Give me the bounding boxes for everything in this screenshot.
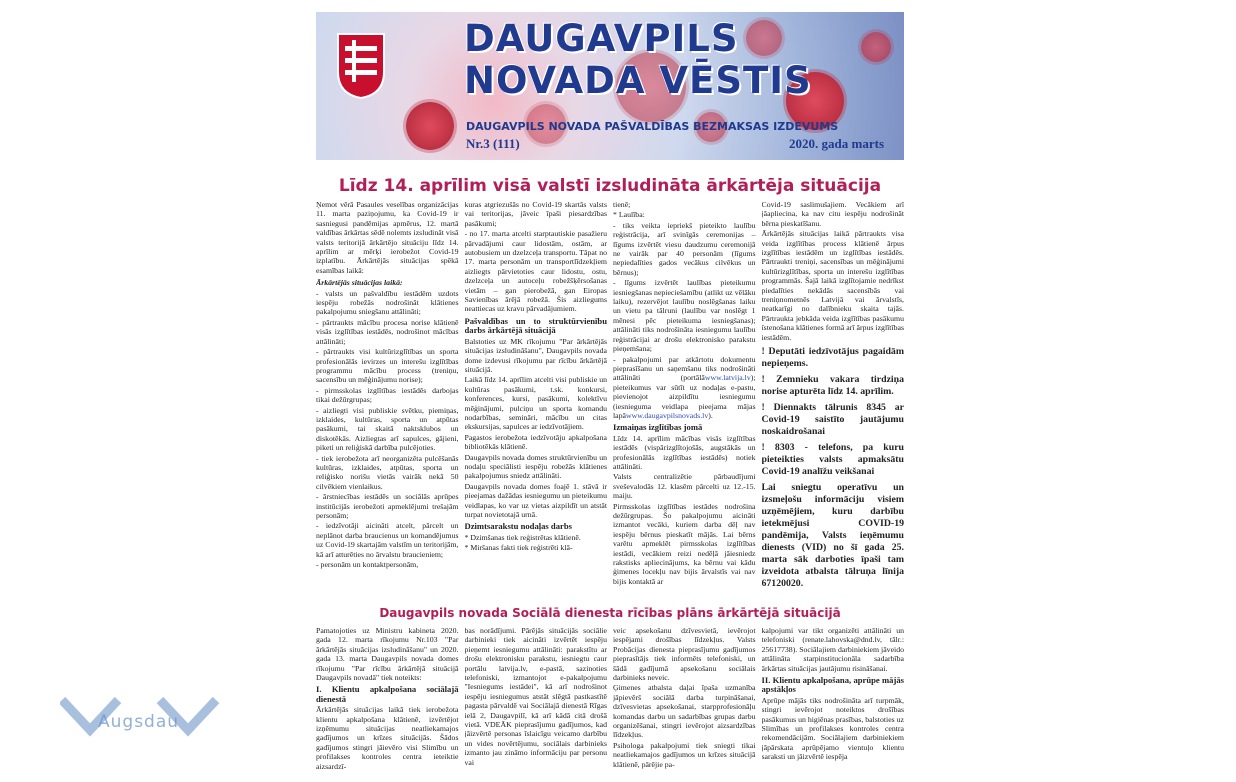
article2-headline: Daugavpils novada Sociālā dienesta rīcības plāns ārkārtējā situācijā (379, 606, 841, 620)
paragraph-span: I. Klientu apkalpošana sociālajā dienestā (316, 684, 459, 704)
article2-column (613, 626, 756, 782)
paragraph-text (316, 521, 459, 559)
masthead-title-line1: DAUGAVPILS (464, 17, 739, 60)
article1-headline: Līdz 14. aprīlim visā valstī izsludināta ārkārtēja situācija (338, 176, 882, 196)
paragraph-text (316, 626, 459, 682)
article-link[interactable]: www.latvija.lv (704, 373, 751, 383)
paragraph-span: - tiks veikta iepriekš pieteikto laulību reģistrācija, arī svinīgās ceremonijas – līgums izvērtēt viesu daudzumu ceremonijā ne vairāk par 40 personām (līgums nepiedalīties gados vecākus cilvēkus un bērnus); (613, 220, 756, 277)
paragraph-span: - līgums izvērtēt laulības pieteikumu iesniegšanas nepieciešamību (atlikt uz vēlāku laiku), rezervējot laulību noslēgšanas laiku un vietu pa tālruni (laulību var noslēgt 1 mēnesi pēc pieteikuma iesniegšanas); attālināti tiks nodrošināta iesniegumu laulību reģistrācijai ar drošu elektronisko parakstu pieņemšana; (613, 278, 756, 354)
paragraph-span: Psihologa pakalpojumi tiek sniegti tikai neatliekamajos gadījumos un krīzes situācijā klātienē, pārējie pa- (613, 740, 756, 769)
masthead-banner (316, 12, 904, 160)
paragraph-span: II. Klientu apkalpošana, aprūpe mājās apstākļos (761, 675, 904, 695)
paragraph-span: Valsts centralizētie pārbaudījumi sveševalodās 12. klasēm pārcelti uz 12.-15. maiju. (613, 472, 756, 501)
paragraph-text (316, 200, 459, 275)
paragraph-span: Daugavpils novada domes foajē 1. stāvā ir pieejamas dažādas iesniegumu un pieteikumu veidlapas, ko var uz vietas aizpildīt un atstāt turpat novietotajā urnā. (464, 481, 607, 519)
paragraph-text (613, 434, 756, 472)
paragraph-text: ); pieteikumus var sūtīt uz nodaļas e-pastu, pievienojot aizpildītu iesniegumu (iesnieguma veidlapa pieejama mājas lapā (613, 373, 756, 420)
paragraph-text (316, 454, 459, 492)
paragraph-span: bas norādījumi. Pārējās situācijās sociālie darbinieki tiek aicināti izvērtēt iespēju pieņemt iesniegumu attālināti: parakstītu ar drošu elektronisku parakstu, iesniegtu caur portālu latvija.lv, e-pastā, sazinoties telefoniski, izmantojot e-pakalpojumu "Iesniegums iestādei", kā arī nodrošinot iespēju iesniegumus atstāt slēgtā pastkastītē pagasta pārvaldē vai Sociālajā dienestā Rīgas ielā 2, Daugavpilī, kā arī kādā citā drošā vietā. VDEĀK pieprasījumu gadījumos, kad jāizvērtē personas īslaicīgu veicamo darbību un vides novērtējumu, sociālais darbinieks izmanto jau zināmo informāciju par personu vai (464, 626, 607, 767)
article1-column (613, 200, 756, 590)
paragraph-span: ! Diennakts tālrunis 8345 ar Covid-19 saistīto jautājumu noskaidrošanai (761, 402, 904, 438)
section-heading (465, 317, 608, 336)
paragraph-text (316, 318, 459, 346)
paragraph-span: Lai sniegtu operatīvu un izsmeļošu informāciju visiem uzņēmējiem, kuru darbību ietekmējusi COVID-19 pandēmija, Valsts ieņēmumu dienests (VID) no šī gada 25. marta sāk darboties īpaši tam izveidota atbalsta tālruņa līnija 67120020. (761, 482, 904, 590)
paragraph-text (316, 560, 459, 569)
paragraph-span: - pakalpojumi par atkārtotu dokumentu pieprasīšanu un saņemšanu tiks nodrošināti attālināti (portālā (613, 354, 756, 383)
paragraph-text (465, 533, 608, 542)
paragraph-span: Ņemot vērā Pasaules veselības organizācijas 11. marta paziņojumu, ka Covid-19 ir sasniegusi pandēmijas apmērus, 12. martā valdības ārkārtas sēdē nolemts izsludināt visā valsts teritorijā ārkārtējo situāciju līdz 14. aprīlim ar mērķi ierobežot Covid-19 izplatību. Ārkārtējās situācijas spēkā esamības laikā: (316, 200, 459, 275)
paragraph-span: Izmaiņas izglītības jomā (613, 422, 703, 433)
article1-body (316, 200, 904, 590)
paragraph-text (465, 626, 608, 767)
paragraph-span: kalpojumi var tikt organizēti attālināti un telefoniski (renate.lahovska@dnd.lv, tālr.: 25617738). Sociālajiem darbiniekiem jāveido attālināta starpinstitucionāla sadarbība ārkārtas situācijas jautājumu risināšanai. (761, 626, 904, 673)
paragraph-text (465, 453, 608, 481)
paragraph-text (613, 210, 756, 219)
masthead-title-line2: NOVADA VĒSTIS (464, 59, 812, 102)
section-heading (465, 522, 608, 531)
paragraph-span: ! Deputāti iedzīvotājus pagaidām nepieņems. (761, 346, 904, 370)
paragraph-text (762, 229, 905, 342)
article1-column (762, 200, 905, 590)
paragraph-text (465, 229, 608, 314)
masthead-subtitle: DAUGAVPILS NOVADA PAŠVALDĪBAS BEZMAKSAS IZDEVUMS (466, 120, 839, 133)
paragraph-text (762, 696, 905, 762)
paragraph-text: ). (708, 410, 713, 420)
paragraph-text (613, 221, 756, 277)
coat-of-arms-icon (336, 32, 386, 100)
paragraph-span: - valsts un pašvaldību iestādēm uzdots iespēju robežās nodrošināt klātienes pakalpojumu sniegšanu attālināti; (316, 288, 459, 317)
paragraph-span: Ģimenes atbalsta daļai īpaša uzmanība jāpievērš sociālā darba turpināšanai, dzīvesvietas apsekošanai, starpprofesionāļu komandas darbu un sadarbības grupas darbu organizēšanai, stingri ievērojot aizsardzības līdzekļus. (613, 683, 756, 740)
paragraph-text (316, 347, 459, 385)
paragraph-text (613, 200, 756, 209)
paragraph-text (316, 705, 459, 771)
article-link[interactable]: www.daugavpilsnovads.lv (626, 410, 709, 420)
notice-text (762, 482, 905, 590)
paragraph-text (613, 683, 756, 739)
paragraph-span: * Miršanas fakti tiek reģistrēti klā- (464, 543, 573, 553)
notice-text (762, 442, 905, 478)
paragraph-text (613, 472, 756, 500)
paragraph-text (316, 406, 459, 453)
article2-body (316, 626, 904, 782)
paragraph-span: ! Zemnieku vakara tirdziņa norise apturēta līdz 14. aprīlim. (761, 374, 904, 398)
paragraph-span: Daugavpils novada domes struktūrvienību un nodaļu speciālisti iespēju robežās klātienes pakalpojumus sniedz attālināti. (464, 452, 607, 481)
paragraph-span: Ārkārtējās situācijas laikā pārtraukts visa veida izglītības process klātienē ārpus izglītības iestādēm un izglītības iestādēs. Pārtraukti treniņi, sacensības un mēģinājumi kultūrizglītības, sporta un interešu izglītības programmās. Šajā laikā izglītojamie nedrīkst piedalīties nekādās sacensībās vai treniņnometnēs Latvijā vai ārvalstīs, neatkarīgi no dalībnieku skaita tajās. Pārtraukta jebkāda veida izglītības pasākumu īstenošana klātienes formā arī ārpus izglītības iestādēm. (761, 229, 904, 342)
paragraph-span: - no 17. marta atcelti starptautiskie pasažieru pārvadājumi caur lidostām, ostām, ar autobusiem un dzelzceļa transportu. Tāpat no 17. marta personām un transportlīdzekļiem aizliegts pārvietoties caur lidostu, ostu, dzelzceļa un autoceļu robežšķērsošanas vietām – gan pierobežā, gan Eiropas Savienības ārējā robežā. Šis aizliegums neattiecas uz kravu pārvadājumiem. (464, 229, 607, 314)
paragraph-span: Pašvaldības un to struktūrvienību darbs ārkārtējā situācijā (464, 315, 607, 336)
paragraph-text (465, 375, 608, 431)
paragraph-text (613, 278, 756, 353)
section-heading (613, 423, 756, 432)
paragraph-text (465, 543, 608, 552)
paragraph-span: - iedzīvotāji aicināti atcelt, pārcelt un neplānot darba braucienus un komandējumus uz Covid-19 skartajām valstīm un teritorijām, kā arī atturēties no ārvalstu braucieniem; (316, 521, 459, 559)
article2-column (465, 626, 608, 782)
paragraph-text (613, 502, 756, 587)
paragraph-text (762, 200, 905, 228)
paragraph-span: Ārkārtējās situācijas laikā tiek ierobežota klientu apkalpošana klātienē, izvērtējot izņēmumu situācijas neatliekamajos gadījumos un krīzes situācijās. Šādos gadījumos stingri jāievēro visi Slimību un profilakses kontroles centra ieteiktie aizsardzī- (316, 705, 459, 771)
watermark-text: Augsdau (98, 712, 180, 732)
article2-column (316, 626, 459, 782)
paragraph-span: veic apsekošanu dzīvesvietā, ievērojot iespējami drošības līdzekļus. Valsts Probācijas dienesta pieprasījumu gadījumos pieprasītājs tiek informēts telefoniski, un šādā gadījumā apsekošanu sociālais darbinieks neveic. (613, 626, 756, 683)
paragraph-span: - pirmsskolas izglītības iestādēs darbojas tikai dežūrgrupas; (316, 385, 459, 405)
paragraph-text (465, 337, 608, 375)
paragraph-text (316, 386, 459, 405)
section-subheading (316, 278, 459, 287)
paragraph-text (613, 355, 756, 421)
paragraph-span: * Laulība: (613, 210, 645, 220)
notice-text (762, 346, 905, 370)
paragraph-span: - ārstniecības iestādēs un sociālās aprūpes institūcijās ierobežoti apmeklējumi trešajām personām; (316, 492, 459, 520)
masthead-title (464, 18, 812, 102)
paragraph-span: kuras atgriezušās no Covid-19 skartās valsts vai teritorijas, jāveic īpaši piesardzības pasākumi; (464, 200, 607, 228)
paragraph-text (316, 492, 459, 520)
paragraph-span: Aprūpe mājās tiks nodrošināta arī turpmāk, stingri ievērojot noteiktos drošības pasākumus un higiēnas prasības, balstoties uz Slimības un profilakses kontroles centra rekomendācijām. Sociālajiem darbiniekiem jāpārskata aprūpējamo vientuļo klientu saraksti un jāizvērtē iespēja (761, 695, 904, 762)
paragraph-span: - pārtraukts visi kultūrizglītības un sporta profesionālās ievirzes un interešu izglītības programmu mācību process (treniņu, sacensību un mēģinājumu norise); (316, 347, 459, 385)
article2-column (762, 626, 905, 782)
paragraph-span: Līdz 14. aprīlim mācības visās izglītības iestādēs (vispārizglītojošās, augstākās un profesionālās izglītības iestādēs) notiek attālināti. (613, 433, 756, 471)
paragraph-text (316, 289, 459, 317)
paragraph-text (613, 741, 756, 769)
paragraph-span: - personām un kontaktpersonām, (316, 560, 419, 570)
paragraph-span: tienē; (613, 200, 631, 209)
notice-text (762, 374, 905, 398)
issue-number: Nr.3 (111) (466, 136, 520, 151)
paragraph-text (465, 433, 608, 452)
newspaper-page (316, 8, 908, 782)
paragraph-span: Pamatojoties uz Ministru kabineta 2020. gada 12. marta rīkojumu Nr.103 "Par ārkārtējās situācijas izsludināšanu" un 2020. gada 13. marta Daugavpils novada domes rīkojumu "Par rīcību ārkārtējā situācijā Daugavpils novadā" tiek noteikts: (316, 626, 459, 683)
paragraph-span: - tiek ierobežota arī neorganizēta pulcēšanās kultūras, izklaides, atpūtas, sporta un reliģisko norišu vietās vairāk nekā 50 cilvēkiem vienlaikus. (316, 453, 459, 491)
paragraph-span: Balstoties uz MK rīkojumu "Par ārkārtējās situācijas izsludināšanu", Daugavpils novada dome izdevusi rīkojumu par rīcību ārkārtējā situācijā. (464, 336, 607, 374)
paragraph-text (465, 200, 608, 228)
paragraph-span: * Dzimšanas tiek reģistrētas klātienē. (464, 532, 581, 542)
paragraph-span: Covid-19 saslimušajiem. Vecākiem arī jāapliecina, ka nav citu iespēju nodrošināt bērna pieskatīšanu. (761, 200, 904, 228)
issue-date: 2020. gada marts (789, 136, 884, 151)
paragraph-text (465, 482, 608, 520)
paragraph-text (613, 626, 756, 682)
paragraph-span: - pārtraukts mācību procesa norise klātienē visās izglītības iestādēs, nodrošinot mācības attālināti; (316, 317, 459, 346)
paragraph-span: - aizliegti visi publiskie svētku, piemiņas, izklaides, kultūras, sporta un atpūtas pasākumi, tai skaitā naktsklubos un diskotēkās. Aizliegtas arī sapulces, gājieni, piketi un reliģiskā darbība pulcējoties. (316, 405, 459, 453)
paragraph-text (762, 626, 905, 673)
paragraph-span: Ārkārtējās situācijas laikā: (316, 278, 403, 288)
article1-column (316, 200, 459, 590)
article1-column (465, 200, 608, 590)
section-heading (762, 676, 905, 695)
paragraph-span: ! 8303 - telefons, pa kuru pieteikties valsts apmaksātu Covid-19 analīžu veikšanai (761, 442, 904, 478)
paragraph-span: Laikā līdz 14. aprīlim atcelti visi publiskie un kultūras pasākumi, t.sk. konkursi, konferences, kursi, pasākumi, kolektīvu mēģinājumi, pulciņu un sporta komandu nodarbības, semināri, mācību un citas ekskursijas, sapulces ar iedzīvotājiem. (464, 375, 607, 432)
paragraph-span: Pirmsskolas izglītības iestādes nodrošina dežūrgrupas. Šo pakalpojumu aicināti izmantot vecāki, kuriem darba dēļ nav iespēju bērnus pieskatīt mājās. Lai bērns varētu apmeklēt pirmsskolas izglītības iestādi, vecākiem reizi nedēļā jāiesniedz rakstisks apliecinājums, ka bērnu vai kādu ģimenes locekļu nav bijis ārvalstīs vai nav bijis kontaktā ar (613, 501, 756, 586)
notice-text (762, 402, 905, 438)
paragraph-span: Pagastos ierobežota iedzīvotāju apkalpošana bibliotēkās klātienē. (464, 432, 607, 452)
section-heading (316, 685, 459, 704)
paragraph-span: Dzimtsarakstu nodaļas darbs (464, 521, 572, 532)
